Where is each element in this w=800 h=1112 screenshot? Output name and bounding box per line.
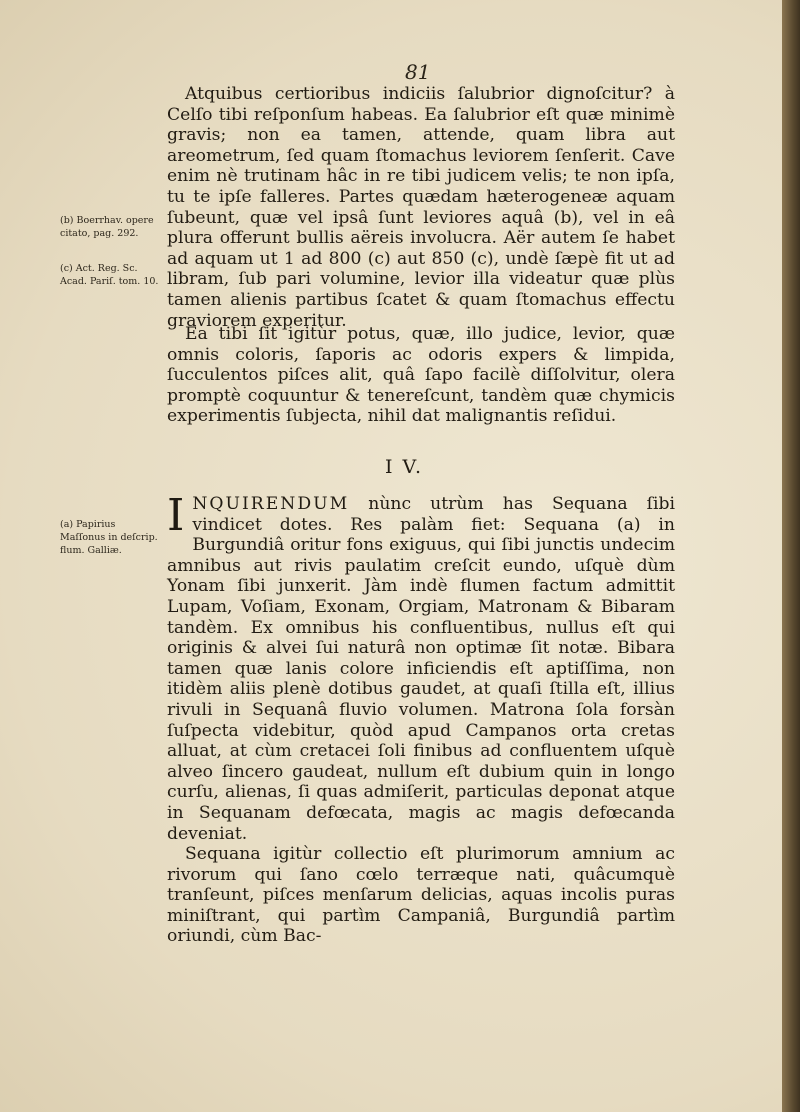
paragraph-4: Sequana igitùr collectio eſt plurimorum amnium ac rivorum qui ſano cœlo terræque nati, quâcumquè tranſeunt, piſces menſarum delicias, aquas incolis puras miniſtrant, qui partìm Campaniâ, Burgundiâ partìm oriundi, cùm Bac- [167,844,675,947]
footnote-a: (a) Papirius Maſſonus in deſcrip. flum. Galliæ. [60,519,158,556]
paragraph-1: Atquibus certioribus indiciis ſalubrior dignoſcitur? à Celſo tibi reſponſum habeas. Ea ſalubrior eſt quæ minimè gravis; non ea tamen, attende, quam libra aut areometrum, ſed quam ſtomachus leviorem ſenſerit. Cave enim nè trutinam hâc in re tibi judicem velis; te non ipſa, tu te ipſe falleres. Partes quædam hæterogeneæ aquam ſubeunt, quæ vel ipsâ ſunt leviores aquâ (b), vel in eâ plura offerunt bullis aëreis involucra. Aër autem ſe habet ad aquam ut 1 ad 800 (c) aut 850 (c), undè ſæpè fit ut ad libram, ſub pari volumine, levior illa videatur quæ plùs tamen alienis partibus ſcatet & quam ſtomachus effectu graviorem experitur. [167,84,675,331]
section-opening-caps: NQUIRENDUM [192,494,350,514]
text-block-top [167,84,675,331]
drop-cap: I [167,490,185,541]
book-spine [782,0,800,1112]
paragraph-3 [167,490,675,844]
footnote-c: (c) Act. Reg. Sc. Acad. Pariſ. tom. 10. [60,263,159,287]
paragraph-2: Ea tibi ſit igitùr potus, quæ, illo judice, levior, quæ omnis coloris, ſaporis ac odoris expers & limpida, ſucculentos piſces alit, quâ ſapo facilè diſſolvitur, olera promptè coquuntur & tenereſcunt, tandèm quæ chymicis experimentis ſubjecta, nihil dat malignantis reſidui. [167,324,675,427]
footnote-b: (b) Boerrhav. opere citato, pag. 292. [60,215,154,239]
section-heading: I V. [385,456,423,478]
text-block-second [167,324,675,427]
paragraph-3-text: nùnc utrùm has Sequana ſibi vindicet dotes. Res palàm fiet: Sequana (a) in Burgundiâ oritur fons exiguus, qui ſibi junctis undecim amnibus aut rivis paulatim creſcit eundo, uſquè dùm Yonam ſibi junxerit. Jàm indè flumen factum admittit Lupam, Voſiam, Exonam, Orgiam, Matronam & Bibaram tandèm. Ex omnibus his confluentibus, nullus eſt qui originis & alvei ſui naturâ non optimæ ſit notæ. Bibara tamen quæ lanis colore inficiendis eſt aptiſſima, non itidèm aliis plenè dotibus gaudet, at quaſi ſtilla eſt, illius rivuli in Sequanâ fluvio volumen. Matrona ſola forsàn ſuſpecta videbitur, quòd apud Campanos orta cretas alluat, at cùm cretacei ſoli finibus ad confluentem uſquè alveo ſincero gaudeat, nullum eſt dubium quin in longo curſu, alienas, ſi quas admiſerit, particulas deponat atque in Sequanam defœcata, magis ac magis defœcanda deveniat. [167,494,675,844]
page-number: 81 [405,60,431,84]
text-block-section [167,490,675,947]
